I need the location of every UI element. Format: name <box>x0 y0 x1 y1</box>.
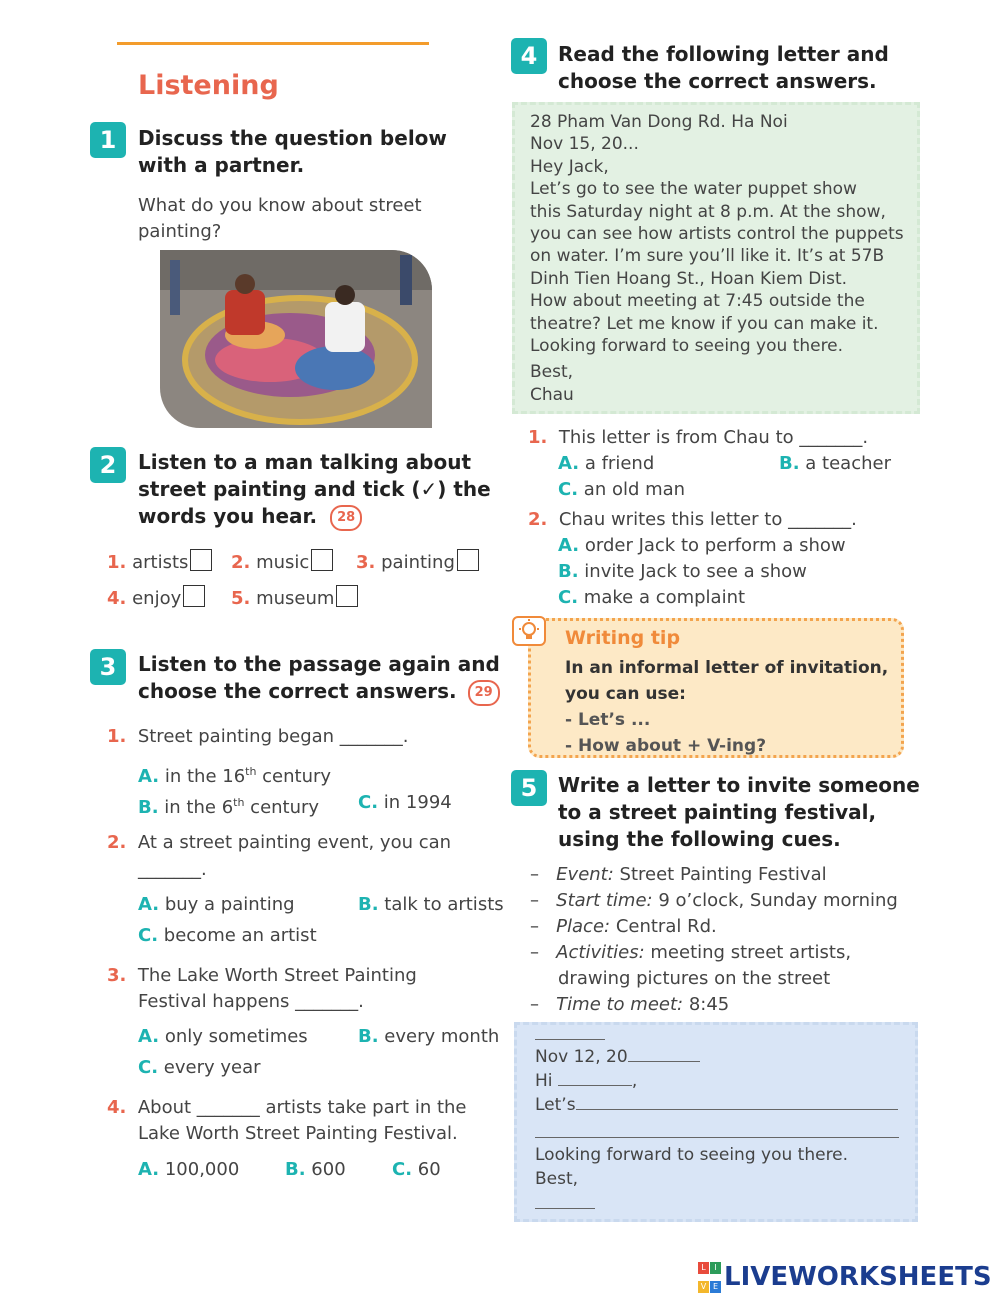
q4-item-2-option-b[interactable]: B. invite Jack to see a show <box>558 561 807 582</box>
q4-item-1-option-c[interactable]: C. an old man <box>558 479 686 500</box>
letter-line: this Saturday night at 8 p.m. At the show, <box>530 201 886 222</box>
q4-item-1-option-a[interactable]: A. a friend <box>558 453 655 474</box>
cue-activities: – Activities: meeting street artists, <box>530 942 852 963</box>
letter-closing: Best, <box>530 362 574 383</box>
writing-tip-line: - How about + V-ing? <box>565 736 767 756</box>
writing-tip-line: In an informal letter of invitation, <box>565 658 889 678</box>
q3-item-3-stem-cont: Festival happens _______. <box>138 991 364 1012</box>
audio-track-29-icon[interactable]: 29 <box>468 680 500 706</box>
q4-item-2-option-a[interactable]: A. order Jack to perform a show <box>558 535 846 556</box>
letter-line: Looking forward to seeing you there. <box>530 336 844 357</box>
tick-box-enjoy[interactable] <box>183 585 205 607</box>
cue-place: – Place: Central Rd. <box>530 916 717 937</box>
lets-line: Let’s <box>535 1093 898 1117</box>
letter-line: on water. I’m sure you’ll like it. It’s at 57B <box>530 246 885 267</box>
exercise-number-2: 2 <box>90 447 126 483</box>
writing-tip-title: Writing tip <box>565 627 681 649</box>
cue-activities-cont: drawing pictures on the street <box>558 968 831 989</box>
date-blank[interactable] <box>628 1046 700 1062</box>
section-title: Listening <box>138 70 279 101</box>
tick-box-painting[interactable] <box>457 549 479 571</box>
tick-box-artists[interactable] <box>190 549 212 571</box>
q3-item-2-option-a[interactable]: A. buy a painting <box>138 894 295 915</box>
exercise-5-title: Write a letter to invite someone to a street painting festival, using the following cues. <box>558 773 920 851</box>
letter-line: Dinh Tien Hoang St., Hoan Kiem Dist. <box>530 268 848 289</box>
q4-item-2-stem: 2. Chau writes this letter to _______. <box>528 509 857 530</box>
signature-blank-line[interactable] <box>535 1208 595 1209</box>
q3-item-1-option-b[interactable]: B. in the 6th century <box>138 796 320 818</box>
q3-item-4-stem: 4. About _______ artists take part in the <box>107 1097 467 1118</box>
tick-item-painting: 3. painting <box>356 549 479 575</box>
q3-item-2-stem-cont: _______. <box>138 859 207 880</box>
q4-item-1-stem: 1. This letter is from Chau to _______. <box>528 427 869 448</box>
q3-item-4-option-c[interactable]: C. 60 <box>392 1159 441 1180</box>
q3-item-2-option-b[interactable]: B. talk to artists <box>358 894 504 915</box>
date-line: Nov 12, 20 <box>535 1045 898 1069</box>
name-blank[interactable] <box>558 1070 632 1086</box>
q3-item-1-stem: 1. Street painting began _______. <box>107 726 409 747</box>
lets-blank[interactable] <box>576 1094 898 1110</box>
lightbulb-icon <box>512 616 546 646</box>
letter-line: theatre? Let me know if you can make it. <box>530 313 879 334</box>
cue-event: – Event: Street Painting Festival <box>530 864 827 885</box>
greeting-line: Hi , <box>535 1071 638 1091</box>
tick-item-artists: 1. artists <box>107 549 212 575</box>
street-painting-photo <box>160 250 432 428</box>
tick-item-music: 2. music <box>231 549 333 575</box>
q3-item-3-option-a[interactable]: A. only sometimes <box>138 1026 308 1047</box>
letter-line: Let’s go to see the water puppet show <box>530 179 857 200</box>
tick-item-enjoy: 4. enjoy <box>107 585 205 611</box>
cue-start-time: – Start time: 9 o’clock, Sunday morning <box>530 890 898 911</box>
letter-line: you can see how artists control the puppets <box>530 224 904 245</box>
q3-item-1-option-a[interactable]: A. in the 16th century <box>138 765 332 787</box>
writing-tip-box <box>528 618 904 758</box>
exercise-3-title: Listen to the passage again and choose the correct answers. 29 <box>138 651 500 706</box>
letter-writing-form <box>514 1022 918 1222</box>
letter-greeting: Hey Jack, <box>530 156 609 177</box>
exercise-number-3: 3 <box>90 649 126 685</box>
letter-signature: Chau <box>530 384 574 405</box>
q3-item-4-option-a[interactable]: A. 100,000 <box>138 1159 240 1180</box>
letter-line: How about meeting at 7:45 outside the <box>530 291 865 312</box>
q4-item-2-option-c[interactable]: C. make a complaint <box>558 587 746 608</box>
audio-track-28-icon[interactable]: 28 <box>330 505 362 531</box>
q3-item-4-stem-cont: Lake Worth Street Painting Festival. <box>138 1123 458 1144</box>
form-closing: Looking forward to seeing you there. <box>535 1145 849 1165</box>
q3-item-2-stem: 2. At a street painting event, you can <box>107 832 452 853</box>
q3-item-4-option-b[interactable]: B. 600 <box>285 1159 346 1180</box>
q3-item-1-option-c[interactable]: C. in 1994 <box>358 792 452 813</box>
tick-box-museum[interactable] <box>336 585 358 607</box>
body-blank-line[interactable] <box>535 1137 899 1138</box>
exercise-number-4: 4 <box>511 38 547 74</box>
tick-box-music[interactable] <box>311 549 333 571</box>
letter-address: 28 Pham Van Dong Rd. Ha Noi <box>530 112 788 132</box>
exercise-1-question: What do you know about street painting? <box>138 195 422 242</box>
writing-tip-line: - Let’s ... <box>565 710 651 730</box>
q3-item-3-option-c[interactable]: C. every year <box>138 1057 261 1078</box>
cue-time-to-meet: – Time to meet: 8:45 <box>530 994 730 1015</box>
exercise-number-5: 5 <box>511 770 547 806</box>
exercise-1-title: Discuss the question below with a partner. <box>138 126 447 177</box>
q4-item-1-option-b[interactable]: B. a teacher <box>779 453 891 474</box>
letter-date: Nov 15, 20... <box>530 134 639 155</box>
exercise-2-title: Listen to a man talking about street painting and tick (✓) the words you hear. 28 <box>138 449 491 531</box>
logo-blocks-icon: L I V E <box>698 1255 722 1281</box>
exercise-number-1: 1 <box>90 122 126 158</box>
q3-item-3-option-b[interactable]: B. every month <box>358 1026 500 1047</box>
q3-item-2-option-c[interactable]: C. become an artist <box>138 925 317 946</box>
liveworksheets-logo[interactable]: L I V E LIVEWORKSHEETS <box>698 1255 992 1285</box>
letter-box <box>512 102 920 414</box>
q3-item-3-stem: 3. The Lake Worth Street Painting <box>107 965 417 986</box>
address-blank-line[interactable] <box>535 1039 605 1040</box>
writing-tip-line: you can use: <box>565 684 686 704</box>
tick-item-museum: 5. museum <box>231 585 358 611</box>
exercise-4-title: Read the following letter and choose the correct answers. <box>558 42 889 93</box>
top-rule <box>117 42 429 45</box>
form-sign-off: Best, <box>535 1169 579 1189</box>
